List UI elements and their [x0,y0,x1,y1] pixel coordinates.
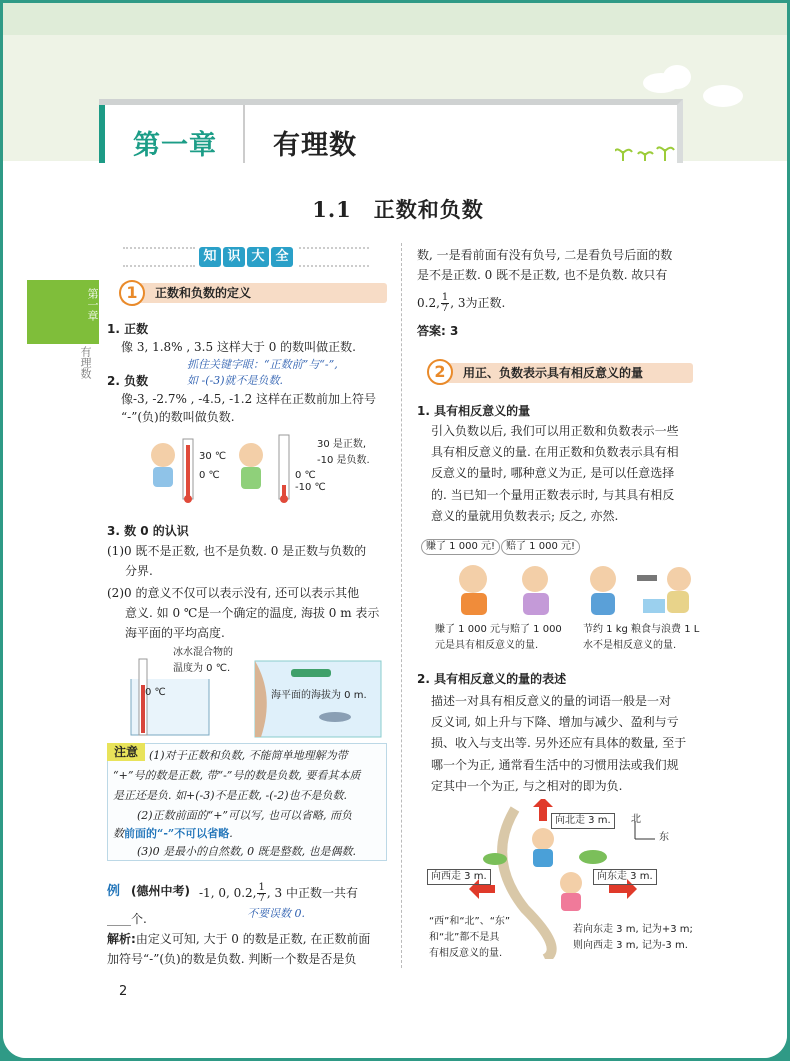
topic1-badge: 1 [119,280,145,306]
note-line-5 [113,825,233,842]
label-west: 向西走 3 m. [427,869,491,885]
therm-label-0b: 0 ℃ [295,470,316,481]
topic2-badge: 2 [427,359,453,385]
right-q2: 反义词, 如上升与下降、增加与减少、盈利与亏 [431,715,679,729]
caption-b-1: 节约 1 kg 粮食与浪费 1 L [583,624,700,635]
side-chapter-subtitle: 有理数 [79,346,92,379]
ice-caption-1: 冰水混合物的 [173,647,233,658]
speech-bubble-earn: 赚了 1 000 元! [421,539,500,555]
therm-note-2: -10 是负数. [317,455,370,466]
hand-note-2: 如 -(-3)就不是负数. [187,374,284,387]
example-hand-note: 不要误数 0. [247,907,305,920]
note-line-5-post: . [229,827,233,840]
right-cont-1: 数, 一是看前面有没有负号, 二是看负号后面的数 [417,248,673,262]
caption-c-2: 和“北”都不是具 [429,932,500,943]
sprout-icon [615,141,675,163]
beaker-label: 0 ℃ [145,687,166,698]
fraction-denominator: 7 [258,893,265,904]
banner-char: 识 [223,247,245,267]
caption-c-1: “西”和“北”、“东” [429,916,511,927]
negative-text-2: “-”(负)的数叫做负数. [121,410,235,424]
section-title: 1.1 正数和负数 [312,197,484,222]
right-cont-3 [417,293,505,314]
top-band [3,3,790,35]
fraction-numerator: 1 [441,292,449,303]
note-line-6: (3)0 是最小的自然数, 0 既是整数, 也是偶数. [137,845,357,858]
note-line-2: “+”号的数是正数, 带“-”号的数是负数, 要看其本质 [113,769,361,782]
right-q5: 定其中一个为正, 与之相对的即为负. [431,779,623,793]
column-divider [401,243,402,968]
caption-d-1: 若向东走 3 m, 记为+3 m; [573,924,693,935]
therm-label-0: 0 ℃ [199,470,220,481]
label-east: 向东走 3 m. [593,869,657,885]
solution-line-1 [107,931,370,948]
banner-dots-left [123,247,195,267]
solution-label: 解析: [107,932,136,946]
fraction-numerator: 1 [258,882,265,893]
caption-a-1: 赚了 1 000 元与赔了 1 000 [435,624,562,635]
label-north: 向北走 3 m. [551,813,615,829]
therm-label-minus10: -10 ℃ [295,482,326,493]
zero-heading: 3. 数 0 的认识 [107,524,189,538]
right-cont-3-post: , 3为正数. [450,296,506,310]
example-label: 例 [107,884,121,899]
sea-caption: 海平面的海拔为 0 m. [271,690,367,701]
knowledge-banner [199,247,293,267]
example-fraction [257,883,265,904]
cloud-decoration [663,65,691,89]
compass-north: 北 [631,814,641,825]
banner-char: 全 [271,247,293,267]
solution-line-2: 加符号“-”(负)的数是负数. 判断一个数是否是负 [107,952,357,966]
right-p1: 引入负数以后, 我们可以用正数和负数表示一些 [431,424,679,438]
banner-dots-right [299,247,369,267]
right-cont-2: 是不是正数. 0 既不是正数, 也不是负数. 故只有 [417,268,668,282]
right-p3: 反意义的量时, 哪种意义为正, 是可以任意选择 [431,466,675,480]
caption-d-2: 则向西走 3 m, 记为-3 m. [573,940,688,951]
example-source: (德州中考) [131,884,190,898]
hand-note-1: 抓住关键字眼：“正数前”与“-”, [187,358,338,371]
chapter-number: 第一章 [133,130,217,161]
fraction-denominator: 7 [441,303,449,314]
topic1-title: 正数和负数的定义 [155,286,252,300]
right-p5: 意义的量就用负数表示; 反之, 亦然. [431,509,619,523]
solution-text-1: 由定义可知, 大于 0 的数是正数, 在正数前面 [135,932,371,946]
note-line-4: (2)正数前面的“+”可以写, 也可以省略, 而负 [137,809,353,822]
note-tag: 注意 [107,743,145,761]
compass-east: 东 [659,832,669,843]
money-water-illustration [423,555,695,617]
note-line-1: (1)对于正数和负数, 不能简单地理解为带 [149,749,348,762]
chapter-title: 有理数 [273,130,357,161]
positive-text: 像 3, 1.8% , 3.5 这样大于 0 的数叫做正数. [121,340,356,354]
zero-2c: 海平面的平均高度. [125,626,225,640]
example-question: , 3 中正数一共有 [266,886,358,900]
right-heading-2: 2. 具有相反意义的量的表述 [417,672,567,686]
answer: 答案: 3 [417,324,459,338]
caption-b-2: 水不是相反意义的量. [583,640,677,651]
example-blank: ____个. [107,912,147,926]
right-fraction [441,293,449,314]
banner-char: 大 [247,247,269,267]
right-q3: 损、收入与支出等. 另外还应有具体的数量, 至于 [431,736,687,750]
chapter-header [99,99,683,163]
right-q1: 描述一对具有相反意义的量的词语一般是一对 [431,694,672,708]
speech-bubble-lose: 赔了 1 000 元! [501,539,580,555]
banner-char: 知 [199,247,221,267]
note-emphasis: 前面的“-”不可以省略 [124,827,230,840]
right-cont-3-pre: 0.2, [417,296,440,310]
right-p2: 具有相反意义的量. 在用正数和负数表示具有相 [431,445,679,459]
right-heading-1: 1. 具有相反意义的量 [417,404,531,418]
right-q4: 哪一个为正, 通常看生活中的习惯用法或我们规 [431,758,679,772]
example-numbers: -1, 0, 0.2, [199,886,257,900]
caption-c-3: 有相反意义的量. [429,948,503,959]
negative-heading: 2. 负数 [107,374,149,388]
zero-1b: 分界. [125,564,153,578]
negative-text-1: 像-3, -2.7% , -4.5, -1.2 这样在正数前加上符号 [121,392,377,406]
chapter-divider [243,105,245,163]
therm-note-1: 30 是正数, [317,439,367,450]
note-line-3: 是正还是负. 如+(-3)不是正数, -(-2)也不是负数. [113,789,348,802]
page-number: 2 [119,984,128,999]
cloud-decoration [703,85,743,107]
therm-label-30: 30 ℃ [199,451,227,462]
note-line-5-pre: 数 [113,827,124,840]
zero-2b: 意义. 如 0 ℃是一个确定的温度, 海拔 0 m 表示 [125,606,380,620]
right-p4: 的. 当已知一个量用正数表示时, 与其具有相反 [431,488,675,502]
side-chapter-tab[interactable]: 第一章 [27,280,99,344]
example-text [199,883,358,904]
caption-a-2: 元是具有相反意义的量. [435,640,539,651]
ice-caption-2: 温度为 0 ℃. [173,663,231,674]
positive-heading: 1. 正数 [107,322,149,336]
zero-2a: (2)0 的意义不仅可以表示没有, 还可以表示其他 [107,586,360,600]
zero-1a: (1)0 既不是正数, 也不是负数. 0 是正数与负数的 [107,544,367,558]
topic2-title: 用正、负数表示具有相反意义的量 [463,366,644,380]
